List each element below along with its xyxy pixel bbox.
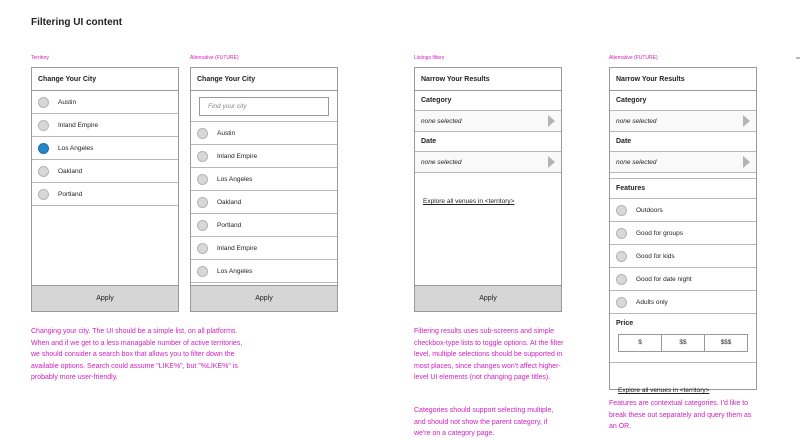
list-item[interactable] [32, 183, 178, 206]
list-item-label: Los Angeles [58, 144, 94, 152]
list-item[interactable] [610, 268, 756, 291]
category-heading: Category [415, 91, 561, 111]
list-item-label: Good for groups [636, 229, 683, 237]
category-value: none selected [616, 117, 657, 125]
radio-icon[interactable] [616, 251, 627, 262]
city-search-input[interactable]: Find your city [199, 97, 329, 116]
note-territory: Changing your city. The UI should be a simple list, on all platforms. When and if we get to a less managable number of active territories, we should consider a search box that allows you to filter down the available options. Search could assume "LIKE%", but "%LIKE%" is probably more user-friendly. [31, 328, 243, 381]
list-item-label: Oakland [58, 167, 83, 175]
list-item-label: Good for date night [636, 275, 692, 283]
radio-icon[interactable] [197, 220, 208, 231]
list-item[interactable] [32, 137, 178, 160]
panel-title: Narrow Your Results [415, 68, 561, 91]
list-item[interactable] [610, 291, 756, 314]
radio-icon[interactable] [38, 120, 49, 131]
list-item-label: Oakland [217, 198, 242, 206]
list-item[interactable] [610, 245, 756, 268]
radio-icon[interactable] [38, 189, 49, 200]
radio-icon[interactable] [616, 205, 627, 216]
chevron-right-icon [548, 115, 555, 127]
radio-icon[interactable] [197, 197, 208, 208]
list-item[interactable] [191, 122, 337, 145]
list-item[interactable] [191, 214, 337, 237]
list-item[interactable] [191, 260, 337, 283]
list-item[interactable] [32, 160, 178, 183]
panel-title: Change Your City [32, 68, 178, 91]
price-option-1[interactable]: $ [619, 335, 662, 351]
list-item[interactable] [32, 91, 178, 114]
list-item[interactable] [610, 222, 756, 245]
date-heading: Date [610, 132, 756, 152]
explore-venues-link[interactable]: Explore all venues in <territory> [423, 198, 515, 205]
price-heading: Price [616, 320, 634, 327]
radio-icon[interactable] [38, 97, 49, 108]
category-select[interactable] [415, 111, 561, 132]
radio-icon[interactable] [38, 166, 49, 177]
edge-fragment [796, 57, 800, 59]
price-option-3[interactable]: $$$ [720, 339, 732, 346]
radio-icon[interactable] [38, 143, 49, 154]
radio-icon[interactable] [616, 228, 627, 239]
caption-territory: Territory [31, 55, 50, 61]
list-item-label: Good for kids [636, 252, 675, 260]
list-item[interactable] [191, 191, 337, 214]
list-item-label: Adults only [636, 298, 668, 306]
list-item[interactable] [32, 114, 178, 137]
panel-title: Change Your City [191, 68, 337, 91]
price-selector [618, 334, 748, 352]
list-item-label: Austin [217, 129, 236, 137]
list-item-label: Los Angeles [217, 175, 253, 183]
apply-button[interactable]: Apply [415, 285, 561, 311]
list-item-label: Portland [58, 190, 83, 198]
chevron-right-icon [548, 156, 555, 168]
chevron-right-icon [743, 115, 750, 127]
radio-icon[interactable] [197, 174, 208, 185]
date-value: none selected [421, 158, 462, 166]
apply-button[interactable]: Apply [32, 285, 178, 311]
date-heading: Date [415, 132, 561, 152]
city-list [191, 121, 337, 283]
apply-button[interactable]: Apply [191, 285, 337, 311]
list-item-label: Los Angeles [217, 267, 253, 275]
radio-icon[interactable] [616, 297, 627, 308]
note-features: Features are contextual categories. I'd like to break these out separately and query them as an OR. [609, 400, 752, 430]
list-item-label: Austin [58, 98, 77, 106]
features-heading: Features [610, 179, 756, 199]
chevron-right-icon [743, 156, 750, 168]
date-value: none selected [616, 158, 657, 166]
caption-listings-filters: Listings filters [414, 55, 445, 61]
radio-icon[interactable] [197, 266, 208, 277]
page-title: Filtering UI content [31, 17, 123, 28]
explore-venues-link[interactable]: Explore all venues in <territory> [618, 387, 710, 394]
list-item-label: Portland [217, 221, 242, 229]
city-panel [31, 67, 179, 312]
list-item-label: Inland Empire [217, 244, 258, 252]
city-panel-search [190, 67, 338, 312]
caption-alternative-2: Alternative (FUTURE) [609, 55, 658, 61]
list-item[interactable] [610, 199, 756, 222]
category-value: none selected [421, 117, 462, 125]
radio-icon[interactable] [197, 243, 208, 254]
list-item-label: Inland Empire [217, 152, 258, 160]
radio-icon[interactable] [616, 274, 627, 285]
note-filters: Filtering results uses sub-screens and simple checkbox-type lists to toggle options. At the filter level, multiple selections should be supported in most places, since changes won't affect higher-level UI elements (not changing page titles). [414, 328, 564, 381]
radio-icon[interactable] [197, 151, 208, 162]
list-item[interactable] [191, 145, 337, 168]
list-item[interactable] [191, 237, 337, 260]
date-select[interactable] [610, 152, 756, 173]
features-list [610, 199, 756, 314]
list-item[interactable] [191, 168, 337, 191]
panel-title: Narrow Your Results [610, 68, 756, 91]
list-item-label: Outdoors [636, 206, 663, 214]
caption-alternative-1: Alternative (FUTURE) [190, 55, 239, 61]
list-item-label: Inland Empire [58, 121, 99, 129]
filters-panel-features [609, 67, 757, 394]
note-categories: Categories should support selecting multiple, and should not show the parent category, if we're on a category page. [414, 407, 554, 437]
category-select[interactable] [610, 111, 756, 132]
radio-icon[interactable] [197, 128, 208, 139]
date-select[interactable] [415, 152, 561, 173]
city-list [32, 91, 178, 206]
filters-panel [414, 67, 562, 312]
price-option-2[interactable]: $$ [662, 335, 705, 351]
category-heading: Category [610, 91, 756, 111]
